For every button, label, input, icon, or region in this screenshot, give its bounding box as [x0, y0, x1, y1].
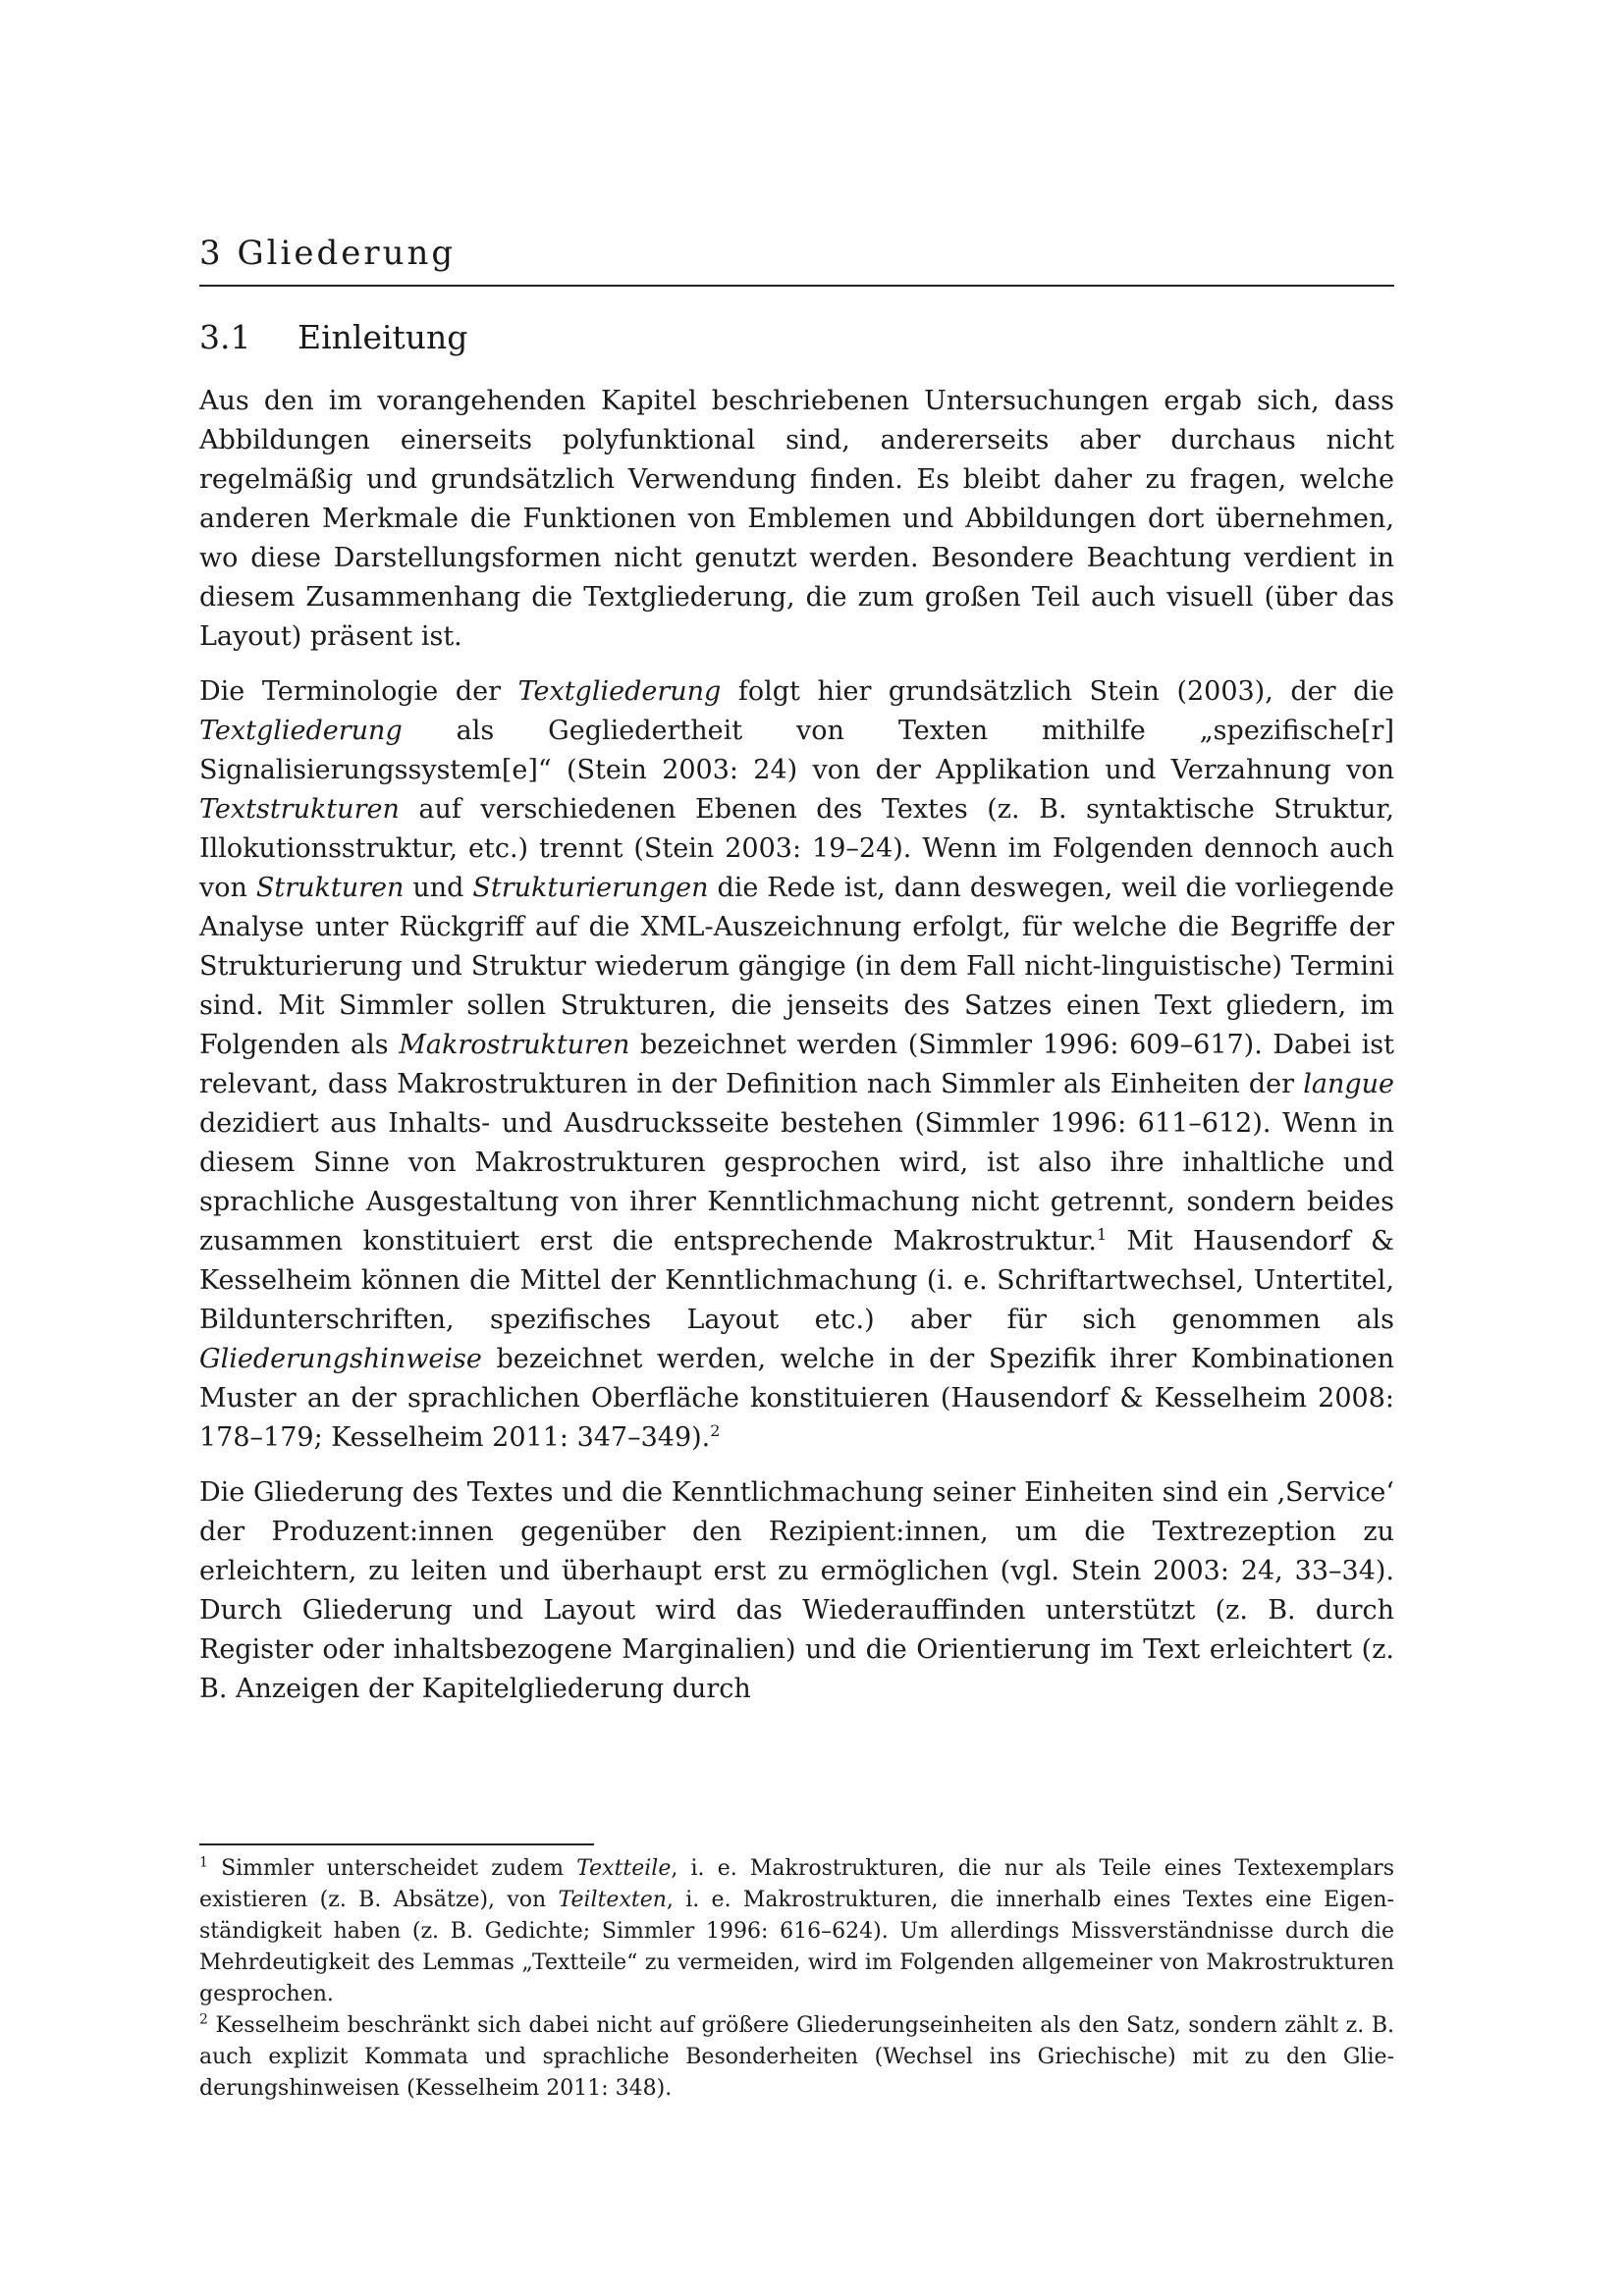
- term-textgliederung-2: Textgliederung: [199, 716, 403, 746]
- footnote-1-term-teiltexten: Teiltexten: [558, 1888, 667, 1912]
- page-body: [199, 234, 1394, 1725]
- term-textgliederung: Textgliederung: [517, 676, 722, 707]
- footnote-divider: [199, 1843, 594, 1845]
- paragraph-2-text: als Gegliedertheit von Texten mithilfe „spezifische[r] Signalisierungssystem[e]“ (Stein 2003: 24) von der Applikation und Verzahnung von: [199, 716, 1394, 785]
- paragraph-2-text: dezidiert aus Inhalts- und Ausdrucksseite bestehen (Simmler 1996: 611–612). Wenn in diesem Sinne von Makrostrukturen gesprochen wird, ist also ihre inhaltliche und sprachliche Ausgestaltung von ihrer Kenntlichmachung nicht getrennt, sondern beides zusammen konstituiert erst die entsprechende Makrostruktur.: [199, 1108, 1394, 1256]
- footnote-2-mark: 2: [199, 2011, 208, 2028]
- footnote-1-mark: 1: [199, 1854, 208, 1871]
- footnote-2-text: Kesselheim beschränkt sich dabei nicht auf größere Gliederungseinheiten als den Satz, sondern zählt z. B. auch explizit Kommata und sprachliche Besonderheiten (Wechsel ins Griechische) mit zu den Gliederungshinweisen (Kesselheim 2011: 348).: [199, 2013, 1394, 2101]
- paragraph-3: Die Gliederung des Textes und die Kenntlichmachung seiner Einheiten sind ein ‚Service‘ der Produzent:innen gegenüber den Rezipient:innen, um die Textrezeption zu erleichtern, zu leiten und überhaupt erst zu ermöglichen (vgl. Stein 2003: 24, 33–34). Durch Gliederung und Layout wird das Wiederauffinden unterstützt (z. B. durch Register oder inhaltsbezogene Marginalien) und die Orientierung im Text erleichtert (z. B. Anzeigen der Kapitelgliederung durch: [199, 1477, 1394, 1704]
- term-textstrukturen: Textstrukturen: [199, 794, 400, 825]
- term-gliederungshinweise: Gliederungshinweise: [199, 1344, 482, 1374]
- term-strukturen: Strukturen: [255, 873, 405, 903]
- chapter-title: 3 Gliederung: [199, 234, 1394, 287]
- term-strukturierungen: Strukturierungen: [472, 873, 709, 903]
- footnote-ref-1[interactable]: 1: [1096, 1225, 1108, 1244]
- paragraph-2-text: folgt hier grundsätzlich Stein (2003), der die: [721, 676, 1394, 707]
- footnote-1-text: , i. e. Makrostrukturen, die innerhalb eines Textes eine Eigenständigkeit haben (z. B. Gedichte; Simmler 1996: 616–624). Um allerdings Missverständnisse durch die Mehrdeutigkeit des Lemmas „Textteile“ zu vermeiden, wird im Folgenden allgemeiner von Makrostrukturen gesprochen.: [199, 1888, 1394, 2006]
- paragraph-1: Aus den im vorangehenden Kapitel beschriebenen Untersuchungen ergab sich, dass Abbildungen einerseits polyfunktional sind, andererseits aber durchaus nicht regelmäßig und grundsätzlich Verwendung finden. Es bleibt daher zu fragen, welche anderen Merkmale die Funktionen von Emblemen und Abbildungen dort übernehmen, wo diese Darstellungsformen nicht genutzt werden. Besondere Beachtung verdient in diesem Zusammenhang die Textgliederung, die zum großen Teil auch visuell (über das Layout) präsent ist.: [199, 386, 1394, 652]
- paragraph-2: [199, 672, 1394, 1458]
- footnotes: [199, 1843, 1394, 2105]
- paragraph-2-text: Die Terminologie der: [199, 676, 518, 707]
- footnote-1-text: Simmler unterscheidet zudem: [207, 1856, 577, 1881]
- footnote-ref-2[interactable]: 2: [710, 1421, 721, 1440]
- section-number: 3.1: [199, 318, 251, 356]
- paragraph-2-text: bezeichnet werden (Simmler 1996: 609–617). Dabei ist relevant, dass Makrostrukturen in der Definition nach Simmler als Einheiten der: [199, 1030, 1394, 1099]
- paragraph-2-text: auf verschiedenen Ebenen des Textes (z. B. syntaktische Struktur, Illokutionsstruktur, etc.) trennt (Stein 2003: 19–24). Wenn im Folgenden dennoch auch von: [199, 794, 1394, 903]
- footnote-1-text: , i. e. Makrostrukturen, die nur als Teile eines Textexemplars existieren (z. B. Absätze), von: [199, 1856, 1395, 1912]
- term-langue: langue: [1303, 1069, 1394, 1099]
- paragraph-2-text: Mit Hausendorf & Kesselheim können die Mittel der Kenntlichmachung (i. e. Schriftartwechsel, Untertitel, Bildunterschriften, spezifisches Layout etc.) aber für sich genommen als: [199, 1226, 1394, 1335]
- term-makrostrukturen: Makrostrukturen: [399, 1030, 630, 1060]
- footnote-1: [199, 1853, 1394, 2010]
- section-heading: [199, 318, 1394, 356]
- paragraph-2-text: die Rede ist, dann deswegen, weil die vorliegende Analyse unter Rückgriff auf die XML-Auszeichnung erfolgt, für welche die Begriffe der Strukturierung und Struktur wiederum gängige (in dem Fall nicht-linguistische) Termini sind. Mit Simmler sollen Strukturen, die jenseits des Satzes einen Text gliedern, im Folgenden als: [199, 873, 1394, 1060]
- footnote-2: [199, 2010, 1394, 2105]
- footnote-1-term-textteile: Textteile: [576, 1856, 672, 1881]
- paragraph-2-text: bezeichnet werden, welche in der Spezifik ihrer Kombinationen Muster an der sprachlichen Oberfläche konstituieren (Hausendorf & Kesselheim 2008: 178–179; Kesselheim 2011: 347–349).: [199, 1344, 1394, 1453]
- section-title: Einleitung: [298, 318, 468, 356]
- paragraph-2-text: und: [404, 873, 473, 903]
